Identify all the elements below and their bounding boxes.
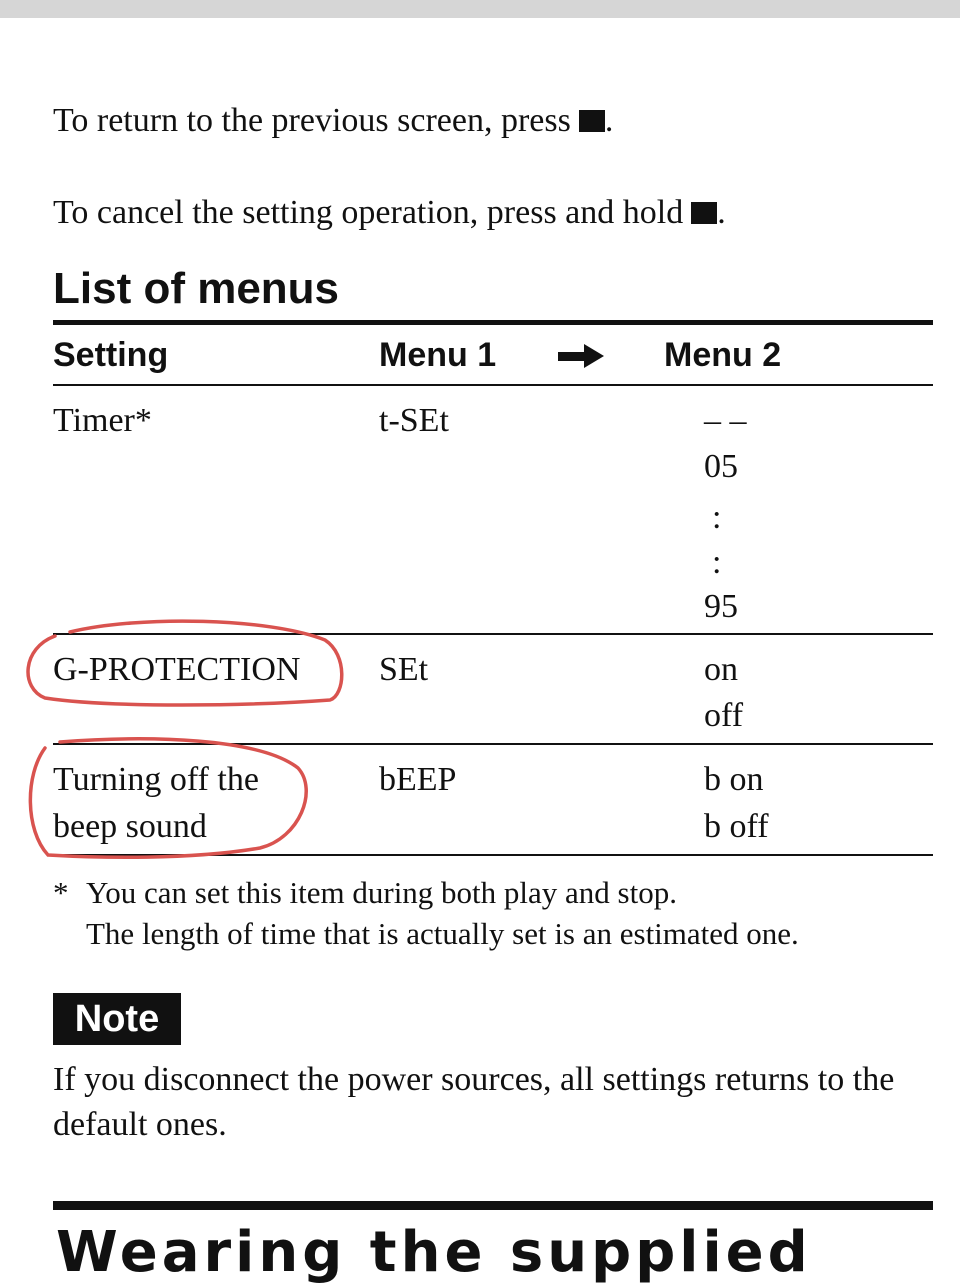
footnote-marker: * bbox=[53, 875, 69, 910]
row-timer-menu1: t-SEt bbox=[379, 402, 449, 439]
row-timer-value: : bbox=[712, 544, 722, 581]
wearing-heading: Wearing the supplied bbox=[56, 1220, 812, 1285]
row-beep-value: b off bbox=[704, 808, 769, 845]
header-setting: Setting bbox=[53, 336, 169, 374]
row-timer-value: 95 bbox=[704, 588, 738, 625]
row-gprotection-value: off bbox=[704, 697, 744, 734]
header-menu1: Menu 1 bbox=[379, 336, 497, 374]
list-of-menus-heading: List of menus bbox=[53, 264, 340, 313]
header-menu2: Menu 2 bbox=[664, 336, 782, 374]
note-text: If you disconnect the power sources, all settings returns to the default ones. bbox=[53, 1061, 895, 1143]
annotation-circle bbox=[28, 621, 342, 705]
row-gprotection-menu1: SEt bbox=[379, 651, 429, 688]
row-beep-setting: beep sound bbox=[53, 808, 207, 845]
note-badge: Note bbox=[53, 993, 181, 1045]
annotation-circle bbox=[30, 739, 306, 857]
row-timer-value: – – bbox=[704, 402, 747, 439]
row-beep-setting: Turning off the bbox=[53, 761, 259, 798]
row-timer-value: 05 bbox=[704, 448, 738, 485]
return-instruction: To return to the previous screen, press . bbox=[53, 102, 614, 139]
row-gprotection-setting: G-PROTECTION bbox=[53, 651, 301, 688]
cancel-instruction: To cancel the setting operation, press and hold . bbox=[53, 194, 726, 231]
row-beep-menu1: bEEP bbox=[379, 761, 457, 798]
row-gprotection-value: on bbox=[704, 651, 738, 688]
row-beep-value: b on bbox=[704, 761, 764, 798]
footnote-line: You can set this item during both play and stop. bbox=[86, 875, 677, 910]
footnote-line: The length of time that is actually set is an estimated one. bbox=[86, 916, 799, 951]
row-timer-setting: Timer* bbox=[53, 402, 152, 439]
row-timer-value: : bbox=[712, 499, 722, 536]
